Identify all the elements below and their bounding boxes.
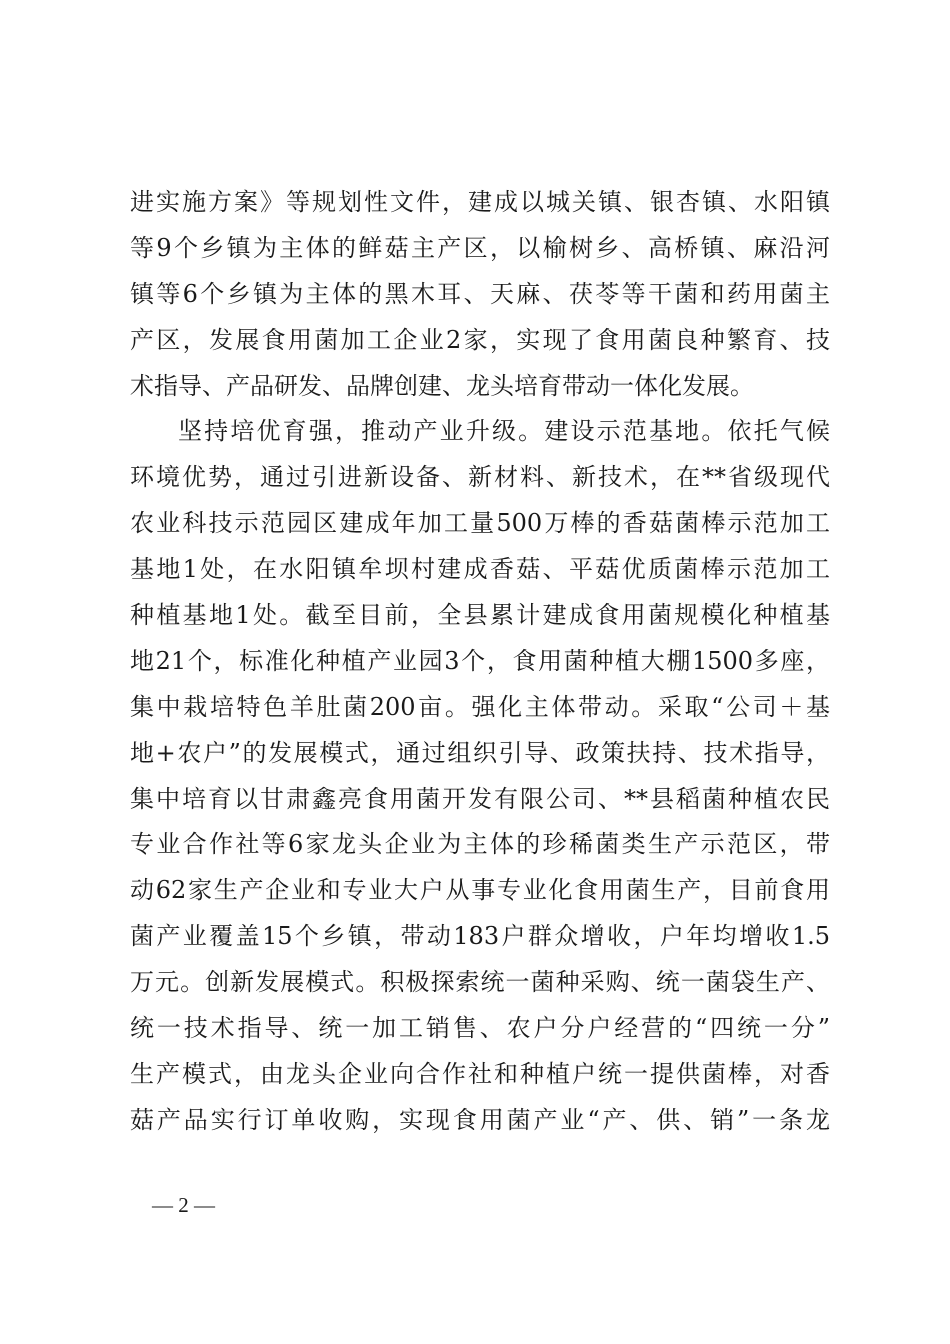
text-line: 专业合作社等6家龙头企业为主体的珍稀菌类生产示范区，带: [130, 830, 830, 859]
body-text: [130, 180, 830, 1144]
page-number: — 2 —: [152, 1193, 215, 1217]
text-line: 地21个，标准化种植产业园3个，食用菌种植大棚1500多座，: [130, 646, 830, 675]
text-line: 动62家生产企业和专业大户从事专业化食用菌生产，目前食用: [130, 876, 830, 905]
paragraph-start-line: 坚持培优育强，推动产业升级。建设示范基地。依托气候: [178, 417, 830, 446]
text-line: 等9个乡镇为主体的鲜菇主产区，以榆树乡、高桥镇、麻沿河: [130, 233, 830, 262]
text-line: 种植基地1处。截至目前，全县累计建成食用菌规模化种植基: [130, 601, 830, 630]
text-line: 集中培育以甘肃鑫亮食用菌开发有限公司、**县稻菌种植农民: [130, 784, 830, 813]
text-line: 产区，发展食用菌加工企业2家，实现了食用菌良种繁育、技: [130, 325, 830, 354]
text-line: 基地1处，在水阳镇牟坝村建成香菇、平菇优质菌棒示范加工: [130, 555, 830, 584]
text-line: 生产模式，由龙头企业向合作社和种植户统一提供菌棒，对香: [130, 1059, 830, 1088]
text-line: 镇等6个乡镇为主体的黑木耳、天麻、茯苓等干菌和药用菌主: [130, 279, 830, 308]
text-line: 农业科技示范园区建成年加工量500万棒的香菇菌棒示范加工: [130, 509, 830, 538]
text-line: 菇产品实行订单收购，实现食用菌产业“产、供、销”一条龙: [130, 1105, 830, 1134]
text-line: 地+农户”的发展模式，通过组织引导、政策扶持、技术指导，: [130, 738, 830, 767]
text-line: 进实施方案》等规划性文件，建成以城关镇、银杏镇、水阳镇: [130, 188, 830, 216]
text-line: 术指导、产品研发、品牌创建、龙头培育带动一体化发展。: [130, 371, 754, 400]
text-line: 集中栽培特色羊肚菌200亩。强化主体带动。采取“公司＋基: [130, 692, 830, 721]
text-line: 万元。创新发展模式。积极探索统一菌种采购、统一菌袋生产、: [130, 968, 830, 997]
text-line: 环境优势，通过引进新设备、新材料、新技术，在**省级现代: [130, 463, 830, 492]
text-line: 统一技术指导、统一加工销售、农户分户经营的“四统一分”: [130, 1014, 830, 1043]
text-line: 菌产业覆盖15个乡镇，带动183户群众增收，户年均增收1.5: [130, 922, 830, 951]
